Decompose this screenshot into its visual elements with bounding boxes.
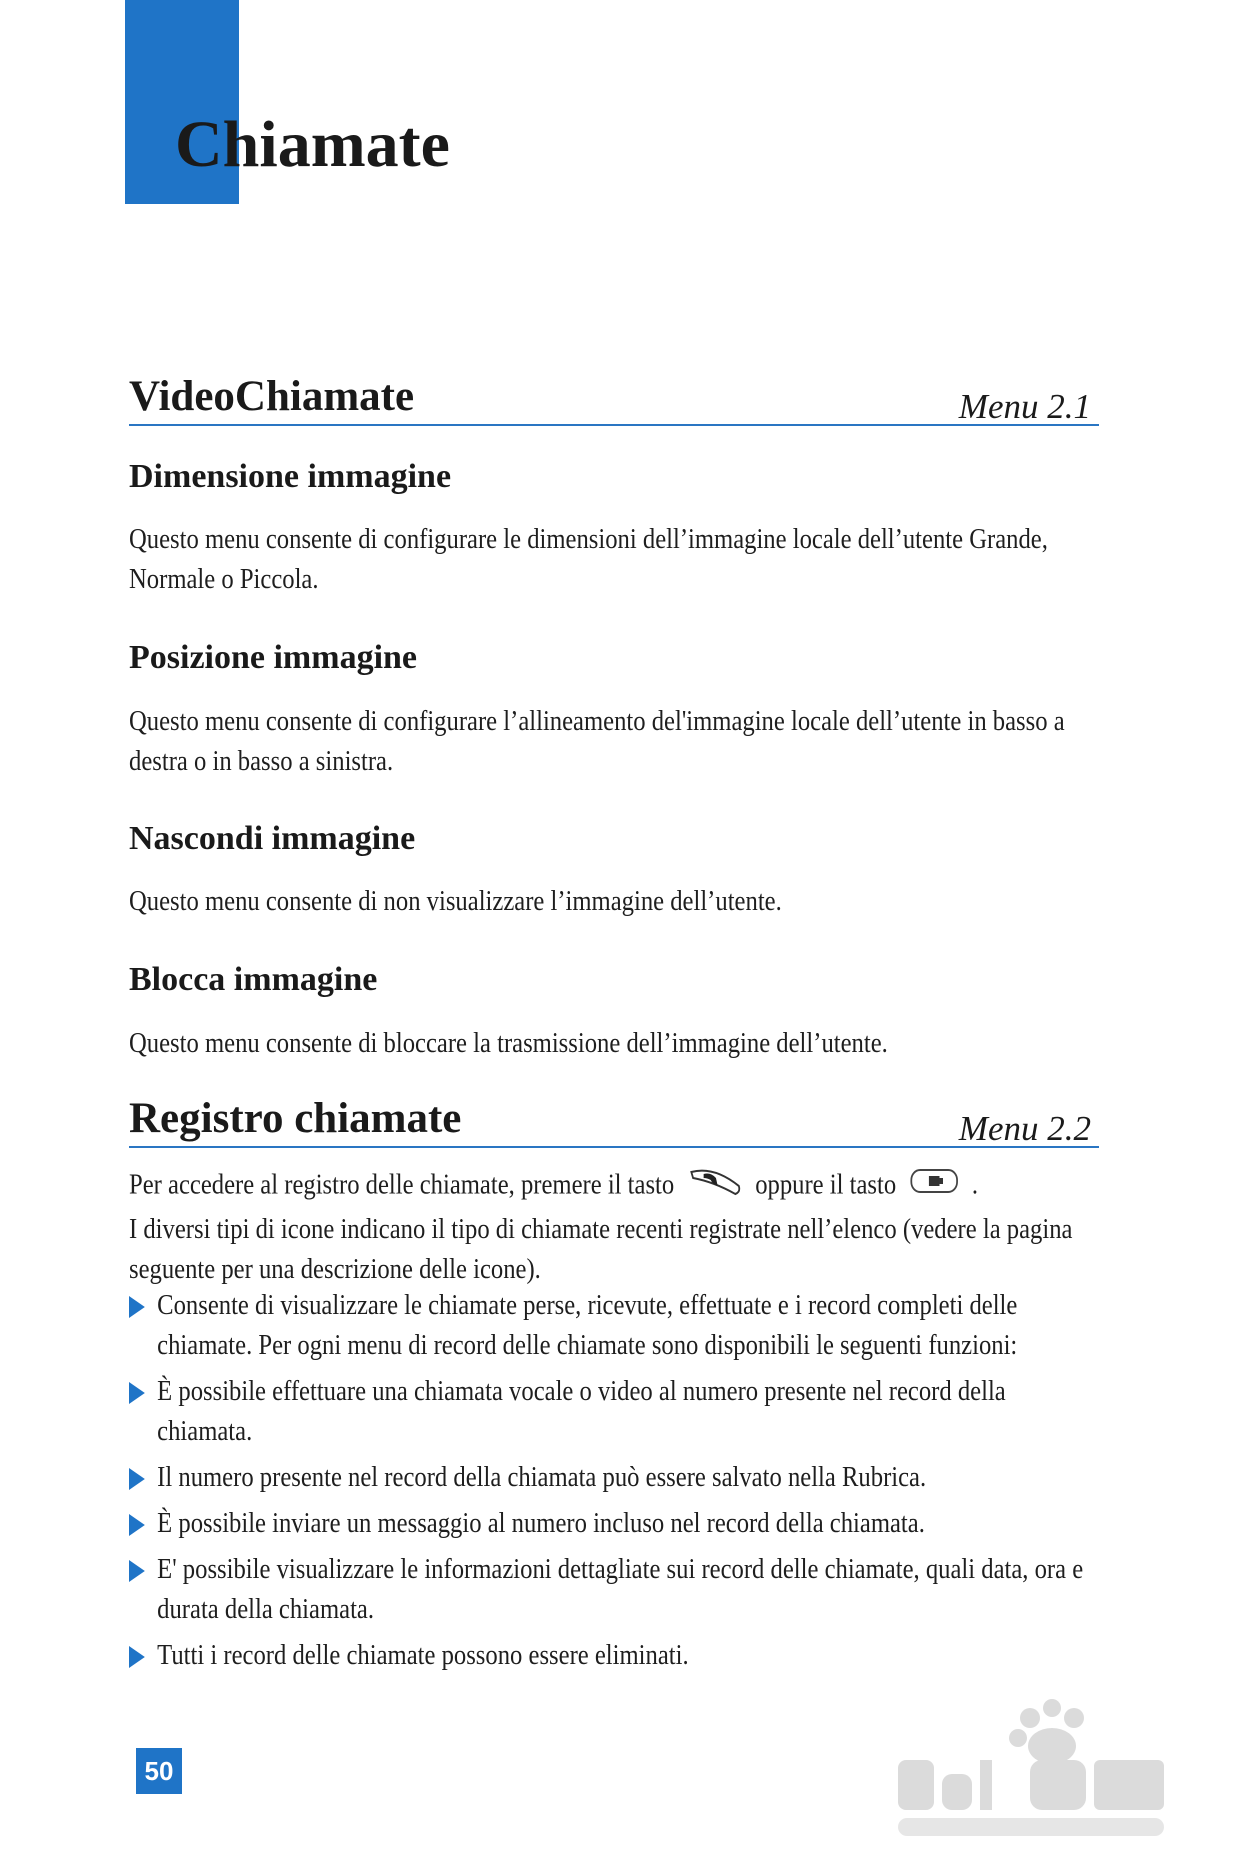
subsection-text: Questo menu consente di bloccare la trasmissione dell’immagine dell’utente.: [129, 1028, 888, 1059]
list-item: [129, 1458, 1106, 1498]
menu-number: Menu 2.2: [958, 1109, 1091, 1148]
section-registro-chiamate: [129, 1092, 1099, 1148]
subsection-text: Questo menu consente di configurare l’allineamento del'immagine locale dell’utente in basso a destra o in basso a sinistra.: [129, 706, 1065, 777]
subsection-title: Blocca immagine: [129, 961, 378, 998]
intro-part3: .: [971, 1169, 979, 1201]
chapter-title: Chiamate: [175, 108, 450, 181]
list-item: [129, 1636, 1106, 1676]
intro-line2: I diversi tipi di icone indicano il tipo di chiamate recenti registrate nell’elenco (vedere la pagina seguente per una descrizione delle icone).: [129, 1214, 1073, 1285]
list-item: [129, 1372, 1106, 1452]
list-item-text: E' possibile visualizzare le informazioni dettagliate sui record delle chiamate, quali data, ora e durata della chiamata.: [157, 1554, 1084, 1625]
bullet-list: [129, 1286, 1106, 1682]
subsection-title: Posizione immagine: [129, 639, 418, 676]
subsection-title: Nascondi immagine: [129, 820, 416, 857]
section-title: VideoChiamate: [129, 373, 415, 420]
triangle-bullet-icon: [129, 1468, 145, 1490]
triangle-bullet-icon: [129, 1382, 145, 1404]
subsection-text: Questo menu consente di non visualizzare l’immagine dell’utente.: [129, 886, 782, 917]
list-item-text: Consente di visualizzare le chiamate perse, ricevute, effettuate e i record completi delle chiamate. Per ogni menu di record delle chiamate sono disponibili le seguenti funzioni:: [157, 1290, 1018, 1361]
triangle-bullet-icon: [129, 1514, 145, 1536]
triangle-bullet-icon: [129, 1560, 145, 1582]
list-item: [129, 1504, 1106, 1544]
intro-part1: Per accedere al registro delle chiamate, premere il tasto: [129, 1169, 675, 1201]
triangle-bullet-icon: [129, 1296, 145, 1318]
subsection-title: Dimensione immagine: [129, 458, 452, 495]
page-number: 50: [136, 1748, 182, 1794]
intro-text: [129, 1164, 1115, 1290]
list-item-text: Tutti i record delle chiamate possono essere eliminati.: [157, 1640, 689, 1671]
section-header: [129, 370, 1099, 426]
section-videochiamate: [129, 370, 1099, 426]
send-call-key-icon: [687, 1164, 742, 1210]
subsection-text: Questo menu consente di configurare le dimensioni dell’immagine locale dell’utente Grande, Normale o Piccola.: [129, 524, 1048, 595]
video-call-key-icon: [909, 1166, 958, 1208]
section-header: [129, 1092, 1099, 1148]
watermark-logo: [880, 1690, 1180, 1850]
list-item-text: Il numero presente nel record della chiamata può essere salvato nella Rubrica.: [157, 1462, 927, 1493]
menu-number: Menu 2.1: [958, 387, 1091, 426]
list-item: [129, 1550, 1106, 1630]
section-title: Registro chiamate: [129, 1095, 462, 1142]
list-item-text: È possibile inviare un messaggio al numero incluso nel record della chiamata.: [157, 1508, 925, 1539]
list-item: [129, 1286, 1106, 1366]
list-item-text: È possibile effettuare una chiamata vocale o video al numero presente nel record della chiamata.: [157, 1376, 1006, 1447]
triangle-bullet-icon: [129, 1646, 145, 1668]
intro-part2: oppure il tasto: [755, 1169, 897, 1201]
